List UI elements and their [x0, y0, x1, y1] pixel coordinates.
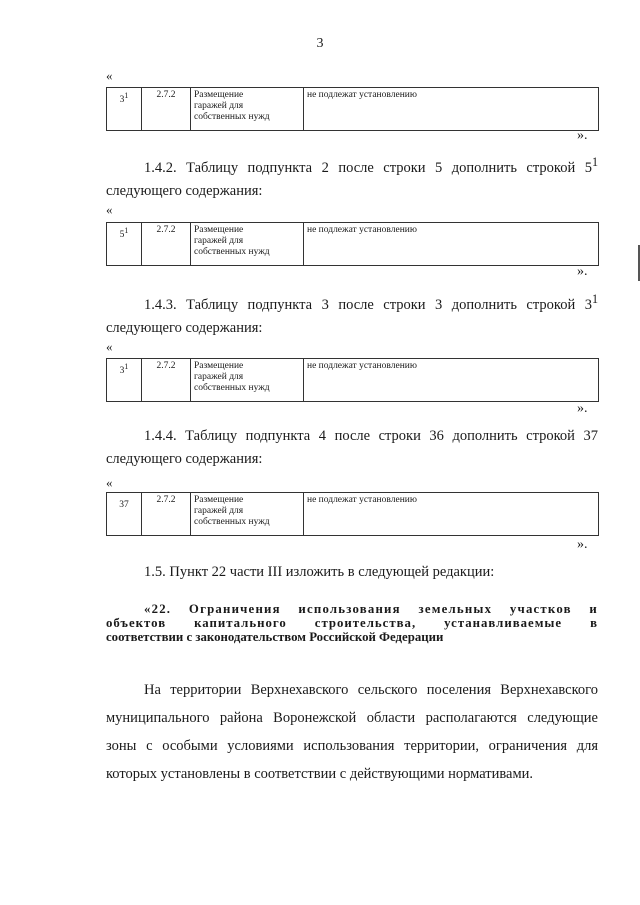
paragraph-1-4-4: 1.4.4. Таблицу подпункта 4 после строки 36 дополнить строкой 37 следующего содержания:: [106, 428, 598, 467]
name-cell: Размещение гаражей для собственных нужд: [191, 88, 304, 131]
paragraph-1-4-2: 1.4.2. Таблицу подпункта 2 после строки 5 дополнить строкой $5^1$ следующего содержания:: [106, 155, 598, 199]
paragraph-1-4-3: 1.4.3. Таблицу подпункта 3 после строки 3 дополнить строкой $3^1$ следующего содержания:: [106, 292, 598, 336]
name-cell: Размещение гаражей для собственных нужд: [191, 359, 304, 402]
code-cell: 2.7.2: [142, 88, 191, 131]
table-row: [107, 223, 599, 266]
insert-table: [106, 87, 599, 131]
section-heading: «22. Ограничения использования земельных участков и объектов капитального строительства, устанавливаемые в соответствии с законодательством Российской Федерации: [106, 602, 598, 644]
value-cell: не подлежат установлению: [304, 359, 599, 402]
body-paragraph: На территории Верхнехавского сельского поселения Верхнехавского муниципального района Воронежской области располагаются следующие зоны с особыми условиями использования территории, ограничения для которых установлены в соответствии с действующими нормативами.: [106, 682, 598, 782]
row-number-cell: 37: [107, 493, 142, 536]
row-number-cell: $3^1$: [107, 88, 142, 131]
table-row: [107, 493, 599, 536]
name-cell: Размещение гаражей для собственных нужд: [191, 223, 304, 266]
quote-close: ».: [577, 537, 588, 552]
code-cell: 2.7.2: [142, 493, 191, 536]
code-cell: 2.7.2: [142, 359, 191, 402]
row-number-cell: $3^1$: [107, 359, 142, 402]
page-number: 3: [316, 36, 324, 51]
name-cell: Размещение гаражей для собственных нужд: [191, 493, 304, 536]
row-number-cell: $5^1$: [107, 223, 142, 266]
insert-table: [106, 492, 599, 536]
quote-close: ».: [577, 401, 588, 416]
quote-close: ».: [577, 264, 588, 279]
table-row: [107, 88, 599, 131]
value-cell: не подлежат установлению: [304, 88, 599, 131]
quote-open: «: [106, 475, 113, 490]
value-cell: не подлежат установлению: [304, 223, 599, 266]
code-cell: 2.7.2: [142, 223, 191, 266]
quote-open: «: [106, 339, 113, 354]
quote-open: «: [106, 202, 113, 217]
value-cell: не подлежат установлению: [304, 493, 599, 536]
table-row: [107, 359, 599, 402]
insert-table: [106, 222, 599, 266]
insert-table: [106, 358, 599, 402]
quote-close: ».: [577, 128, 588, 143]
quote-open: «: [106, 68, 113, 83]
paragraph-1-5: 1.5. Пункт 22 части III изложить в следующей редакции:: [144, 564, 495, 580]
